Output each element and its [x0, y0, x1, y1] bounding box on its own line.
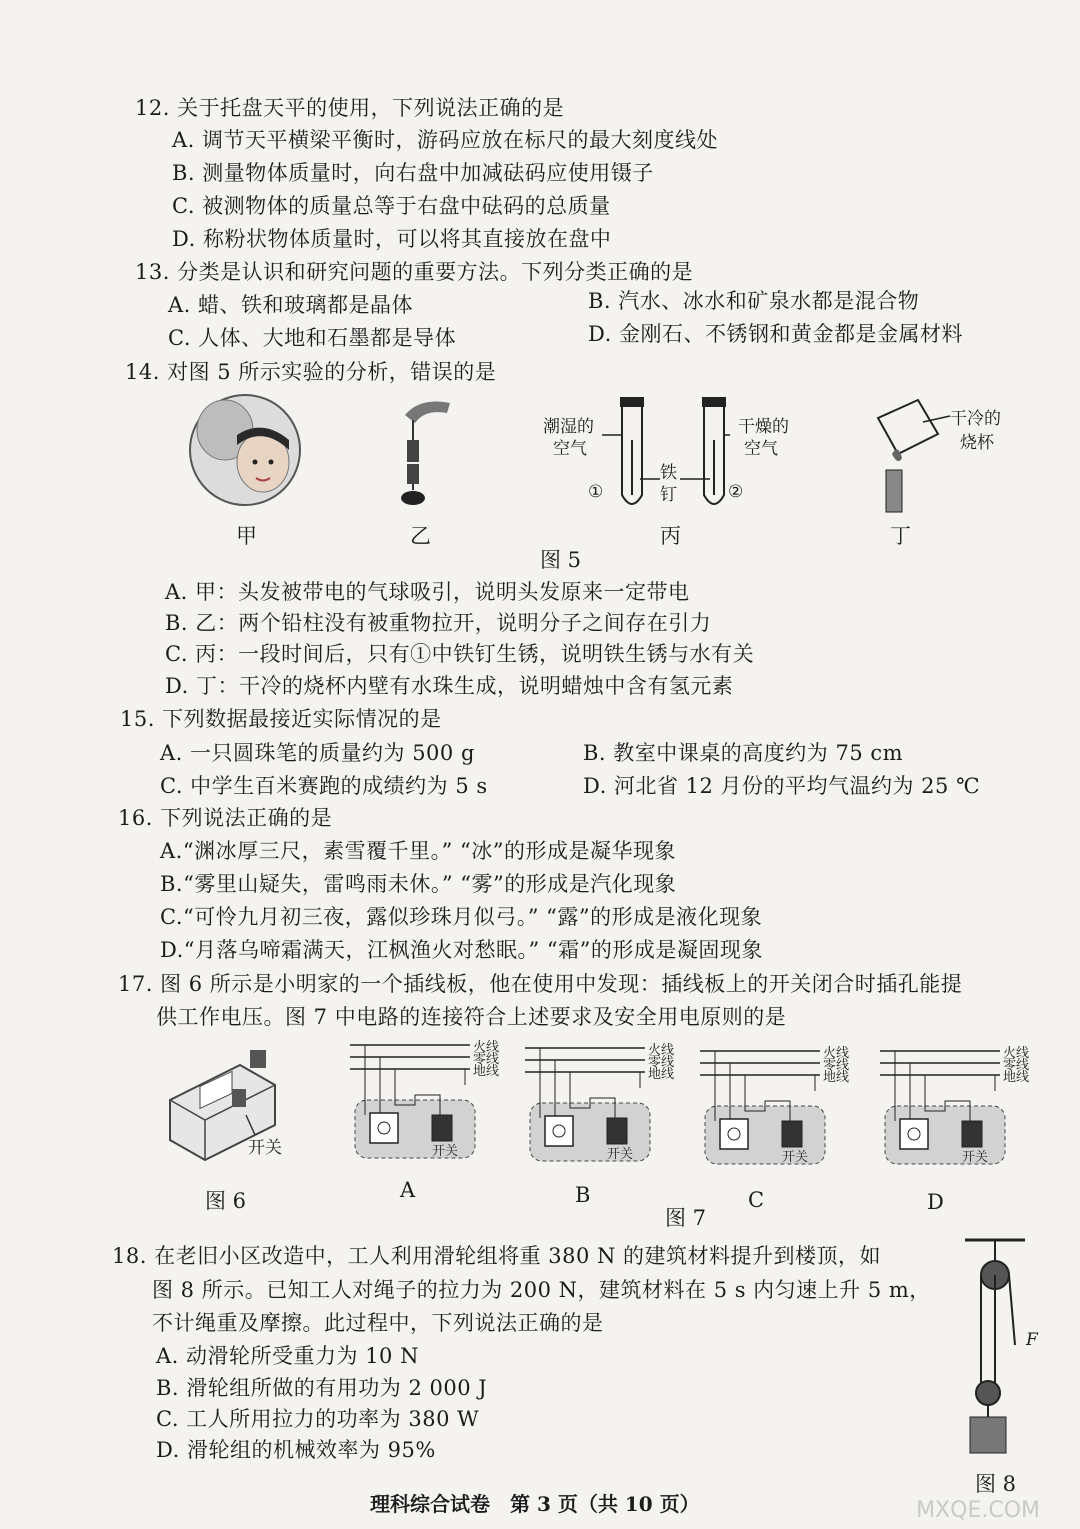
circuit-d-wire-suffix-2: 线 [1016, 1070, 1030, 1085]
watermark: MXQE.COM [916, 1498, 1040, 1523]
q18-option-d: D. 滑轮组的机械效率为 95% [156, 1438, 436, 1462]
fig5-label-bing: 丙 [660, 524, 681, 548]
circuit-a-wire-label-0: 火 [473, 1040, 487, 1055]
circuit-a-switch [432, 1115, 452, 1141]
fig7-option-d: D [927, 1190, 944, 1214]
circuit-a-wire-suffix-2: 线 [486, 1064, 500, 1079]
fig5-ding-l2: 烧杯 [960, 433, 994, 453]
fig5-label-yi: 乙 [410, 524, 431, 548]
circuit-c-wire-suffix-0: 线 [836, 1046, 850, 1061]
q16-option-d: D.“月落乌啼霜满天，江枫渔火对愁眠。” “霜”的形成是凝固现象 [160, 938, 763, 962]
q16-option-b: B.“雾里山疑失，雷鸣雨未休。” “雾”的形成是汽化现象 [160, 872, 677, 896]
circuit-c-wire-label-2: 地 [823, 1070, 837, 1085]
circuit-b-wire-label-1: 零 [648, 1055, 662, 1070]
q18-option-c: C. 工人所用拉力的功率为 380 W [156, 1407, 480, 1431]
circuit-d-wire-suffix-0: 线 [1016, 1046, 1030, 1061]
q13-option-c: C. 人体、大地和石墨都是导体 [168, 326, 457, 350]
fig6-caption: 图 6 [205, 1189, 247, 1213]
page-footer: 理科综合试卷 第 3 页（共 10 页） [370, 1492, 700, 1516]
q16-option-c: C.“可怜九月初三夜，露似珍珠月似弓。” “露”的形成是液化现象 [160, 905, 763, 929]
q14-option-b: B. 乙：两个铅柱没有被重物拉开，说明分子之间存在引力 [165, 611, 712, 635]
fig5-bing-left-l1: 潮湿的 [543, 417, 594, 437]
fig7-option-a: A [400, 1178, 416, 1202]
q13-option-d: D. 金刚石、不锈钢和黄金都是金属材料 [588, 322, 963, 346]
q14-option-a: A. 甲：头发被带电的气球吸引，说明头发原来一定带电 [165, 580, 690, 604]
circuit-c-socket [720, 1119, 748, 1149]
fig5-ding-l1: 干冷的 [950, 409, 1001, 429]
fig5-bing-left-l2: 空气 [553, 439, 587, 459]
fig5-ding-beaker-candle [868, 398, 958, 518]
q18-option-a: A. 动滑轮所受重力为 10 N [156, 1344, 419, 1368]
circuit-a-wire-suffix-0: 线 [486, 1040, 500, 1055]
fig7-caption: 图 7 [665, 1206, 707, 1230]
q13-option-a: A. 蜡、铁和玻璃都是晶体 [168, 293, 414, 317]
fig6-switch-label: 开关 [248, 1138, 282, 1158]
fig7-option-b: B [575, 1183, 591, 1207]
fig5-bing-nail-l2: 钉 [660, 485, 677, 505]
fig5-label-jia: 甲 [236, 524, 257, 548]
fig8-force-label: F [1026, 1330, 1038, 1350]
fig7-option-c: C [748, 1188, 765, 1212]
q12-option-b: B. 测量物体质量时，向右盘中加减砝码应使用镊子 [172, 161, 654, 185]
fig5-jia-photo [185, 390, 305, 510]
q18-option-b: B. 滑轮组所做的有用功为 2 000 J [156, 1376, 488, 1400]
fig5-bing-test-tubes [600, 395, 730, 520]
q14-option-d: D. 丁：干冷的烧杯内壁有水珠生成，说明蜡烛中含有氢元素 [165, 674, 734, 698]
q15-option-a: A. 一只圆珠笔的质量约为 500 g [160, 741, 475, 765]
q12-option-a: A. 调节天平横梁平衡时，游码应放在标尺的最大刻度线处 [172, 128, 719, 152]
q14-option-c: C. 丙：一段时间后，只有①中铁钉生锈，说明铁生锈与水有关 [165, 642, 755, 666]
circuit-c-wire-suffix-1: 线 [836, 1058, 850, 1073]
circuit-c-wire-label-0: 火 [823, 1046, 837, 1061]
q13-option-b: B. 汽水、冰水和矿泉水都是混合物 [588, 289, 920, 313]
circuit-b-wire-suffix-0: 线 [661, 1043, 675, 1058]
circuit-b-switch [607, 1118, 627, 1144]
q15-stem: 15. 下列数据最接近实际情况的是 [120, 707, 442, 731]
circuit-d-socket [900, 1119, 928, 1149]
fig5-bing-circle-1: ① [588, 482, 604, 502]
fig8-pulley-system [960, 1235, 1035, 1470]
circuit-b-wire-label-2: 地 [648, 1067, 662, 1082]
circuit-b-wire-label-0: 火 [648, 1043, 662, 1058]
q12-stem: 12. 关于托盘天平的使用，下列说法正确的是 [135, 96, 565, 120]
fig5-yi-lead-cylinders [395, 395, 455, 510]
q15-option-b: B. 教室中课桌的高度约为 75 cm [583, 741, 904, 765]
circuit-c-switch [782, 1121, 802, 1147]
fig5-bing-right-l2: 空气 [744, 439, 778, 459]
fig5-caption: 图 5 [540, 548, 582, 572]
q17-stem-line1: 17. 图 6 所示是小明家的一个插线板，他在使用中发现：插线板上的开关闭合时插孔能提 [118, 972, 963, 996]
circuit-d-wire-label-0: 火 [1003, 1046, 1017, 1061]
circuit-d-switch [962, 1121, 982, 1147]
circuit-c-wire-label-1: 零 [823, 1058, 837, 1073]
circuit-c-switch-label: 开关 [782, 1150, 809, 1165]
q16-stem: 16. 下列说法正确的是 [118, 806, 333, 830]
circuit-d-wire-label-2: 地 [1003, 1070, 1017, 1085]
q18-stem-line1: 18. 在老旧小区改造中，工人利用滑轮组将重 380 N 的建筑材料提升到楼顶，如 [112, 1244, 882, 1268]
q18-stem-line2: 图 8 所示。已知工人对绳子的拉力为 200 N，建筑材料在 5 s 内匀速上升 5 m， [152, 1278, 931, 1302]
circuit-a-socket [370, 1113, 398, 1143]
q18-stem-line3: 不计绳重及摩擦。此过程中，下列说法正确的是 [152, 1311, 604, 1335]
circuit-b-switch-label: 开关 [607, 1147, 634, 1162]
fig8-caption: 图 8 [975, 1472, 1017, 1496]
circuit-c-wire-suffix-2: 线 [836, 1070, 850, 1085]
circuit-a-wire-label-2: 地 [473, 1064, 487, 1079]
fig5-bing-right-l1: 干燥的 [738, 417, 789, 437]
q16-option-a: A.“渊冰厚三尺，素雪覆千里。” “冰”的形成是凝华现象 [160, 839, 676, 863]
circuit-d-switch-label: 开关 [962, 1150, 989, 1165]
circuit-d-wire-suffix-1: 线 [1016, 1058, 1030, 1073]
q13-stem: 13. 分类是认识和研究问题的重要方法。下列分类正确的是 [135, 260, 694, 284]
circuit-a-wire-suffix-1: 线 [486, 1052, 500, 1067]
fig5-label-ding: 丁 [890, 524, 911, 548]
fig5-bing-nail-l1: 铁 [660, 463, 677, 483]
circuit-b-socket [545, 1116, 573, 1146]
q15-option-c: C. 中学生百米赛跑的成绩约为 5 s [160, 774, 488, 798]
q12-option-d: D. 称粉状物体质量时，可以将其直接放在盘中 [172, 227, 612, 251]
circuit-b-wire-suffix-1: 线 [661, 1055, 675, 1070]
circuit-d-wire-label-1: 零 [1003, 1058, 1017, 1073]
q12-option-c: C. 被测物体的质量总等于右盘中砝码的总质量 [172, 194, 611, 218]
circuit-b-wire-suffix-2: 线 [661, 1067, 675, 1082]
fig7-circuits [340, 1035, 1070, 1185]
fig5-bing-circle-2: ② [728, 482, 744, 502]
circuit-a-switch-label: 开关 [432, 1144, 459, 1159]
circuit-a-wire-label-1: 零 [473, 1052, 487, 1067]
q17-stem-line2: 供工作电压。图 7 中电路的连接符合上述要求及安全用电原则的是 [156, 1005, 787, 1029]
q14-stem: 14. 对图 5 所示实验的分析，错误的是 [125, 360, 497, 384]
q15-option-d: D. 河北省 12 月份的平均气温约为 25 ℃ [583, 774, 981, 798]
